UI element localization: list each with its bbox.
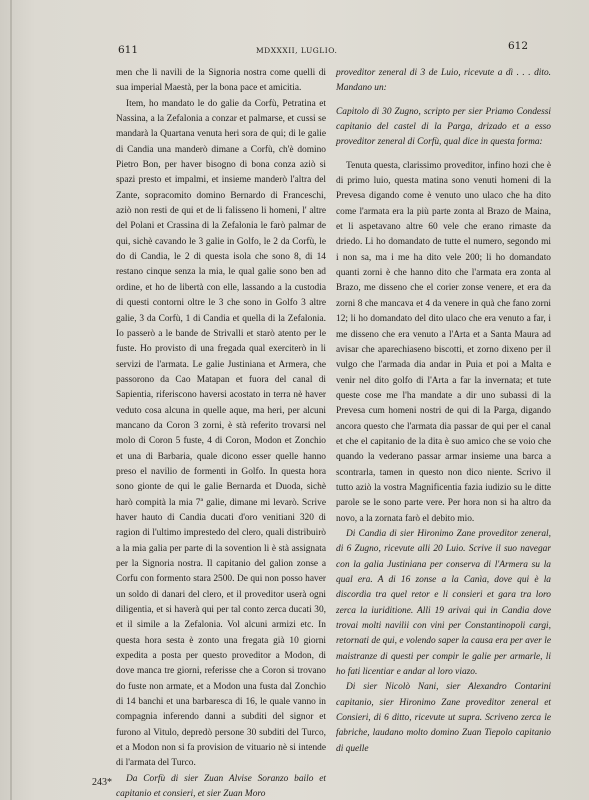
- paragraph: Tenuta questa, clarissimo proveditor, infino hozi che è di primo luio, questa matina sono venuti homeni di la Prevesa digando come è venuto uno ulaco che ha dito come l'armata era la più parte zonta al Brazo de Maina, et li aspetavano altre 60 vele che erano rimaste da driedo. Li ho domandato de tutte el numero, segondo mi i non sa, ma i me ha dito vele 200; li ho domandato quanti zorni è che hanno dito che l'armata era zonta al Brazo, me disseno che el corier zonse venere, et era da zorni 8 che mancava et 4 da venere in quà che fano zorni 12; li ho domandato del dito ulaco che era venuto a far, i me disseno che era venuto a l'Arta et a Santa Maura ad avisar che aparechiaseno biscotti, et zorno dixeno per il vulgo che l'armada dia andar in Puia et poi a Malta e venir nel dito golfo di l'Arta a far la invernata; et tute queste cose me l'ha mandate a dir uno subassi di la Prevesa cum homeni nostri de qui di la Parga, digando ancora questo che l'armata dia passar de qui per el canal et che el capitanio de la dita è suo amico che se voio che quando la vederano passar armar insieme una barca a scontrarla, tamen in questo non dico niente. Scrivo il tutto aziò la vostra Magnificentia fazia iudizio su le ditte parole se le sono parte vere. Per hora non si ha altro da novo, a la zornata farò el debito mio.: [336, 160, 551, 524]
- running-title: MDXXXII, LUGLIO.: [256, 46, 338, 55]
- entry-heading: Da Corfù di sier Zuan Alvise Soranzo bailo et capitanio et consieri, et sier Zuan Moro: [116, 773, 326, 800]
- entry-heading: proveditor zeneral di 3 de Luio, ricevute a dì . . . dito. Mandano un:: [336, 68, 551, 94]
- margin-number: 243*: [92, 777, 112, 788]
- chapter-heading: Capitolo di 30 Zugno, scripto per sier Priamo Condessi capitanio del castel di la Parga, drizado et a esso proveditor zeneral di Corfù, qual dice in questa forma:: [336, 106, 551, 148]
- spacer: [336, 151, 551, 159]
- entry-paragraph: Di Candia di sier Hironimo Zane proveditor zeneral, di 6 Zugno, ricevute alli 20 Luio. Scrive il suo navegar con la galia Justiniana per conserva di l'Armera su la qual era. A di 16 zonse a la Canìa, dove qui è la discordia tra quel retor e li consieri et gara tra loro zerca la iuriditione. Alli 19 arivai qui in Candia dove trovai molti navilii con vini per Constantinopoli cargi, retornati de qui, e volendo saper la causa era per aver le maistranze di questi per compir le galie per armarle, li ho fati licentiar e andar al loro viazo.: [336, 528, 551, 678]
- page-edge-shadow: [10, 0, 12, 800]
- spacer: [336, 97, 551, 105]
- right-column: [336, 66, 551, 757]
- left-page-number: 611: [118, 44, 139, 56]
- entry-paragraph: Di sier Nicolò Nani, sier Alexandro Contarini capitanio, sier Hironimo Zane proveditor zeneral et Consieri, di 6 ditto, ricevute ut supra. Scriveno zerca le fabriche, laudano molto domino Zuan Tiepolo capitanio di quelle: [336, 682, 551, 754]
- left-column: [116, 66, 326, 800]
- paragraph: Item, ho mandato le do galie da Corfù, Petratina et Nassina, a la Zefalonia a conzar et palmarse, et cussi se mandarà la Quartana venuta heri sora de qui; di le galie di Candia una manderò dimane a Corfù, ch'è domino Pietro Bon, per haver bisogno di bona conza aziò si spazi presto et impalmi, et insieme manderò l'altra del Zante, sopracomito domino Bernardo di Franceschi, aziò non resti de qui et de li falisseno li homeni, l' altre del Polani et Crassina di la Zefalonia le farò palmar de qui, sichè cavando le 3 galie in Golfo, le 2 da Corfù, le do di Candia, le 2 di questa isola che sono 8, di 14 restano cinque senza la mia, le qual galie sono ben ad ordine, et ho de libertà con elle, lassando a la custodia di questi contorni oltre le 3 che sono in Golfo 3 altre galie, 3 da Corfù, 1 di Candia et quella di la Zefalonia. Io passerò a le bande de Strivalli et starò atento per le fuste. Ho provisto di una fregada qual exerciterò in li servizi de l'armata. Le galie Justiniana et Armera, che passorono da Cao Matapan et fuora del canal di Sapientia, riferiscono haversi acostato in terra nè haver veduto cosa alcuna in quelle aque, ma heri, per alcuni mancano da Coron 3 zorni, è stà referito trovarsi nel molo di Coron 5 fuste, 4 di Coron, Modon et Zonchio et una di Barbaria, quale dicono esser quelle hanno preso el navilio de formenti in Golfo. In questa hora sono gionte de qui le galie Bernarda et Duoda, sichè harò compità la mia 7ª galie, dimane mi levarò. Scrive haver hauto di Candia ducati d'oro venitiani 320 di ragion di l'ultimo imprestedo del clero, quali distribuirò a la mia galia per parte di la sovention li è stà assignata per la Signoria nostra. Il capitanio del galion zonse a Corfu con formento stara 2500. De qui non posso haver un soldo di danari del clero, et il proveditor userà ogni diligentia, et si haverà qui per tal conto zerca ducati 30, et il simile a la Zefalonia. Vol alcuni armizi etc. In questa hora sesta è zonto una fregata già 10 giorni expedita a posta per questo proveditor a Modon, di dove manca tre giorni, referisse che a Coron si trovano do fuste non armate, et a Modon una fusta dal Zonchio di 14 banchi et una barbaresca di 16, le quale vanno in compagnia inferendo danni a subditi del signor et furono al Vitulo, depredò persone 30 subditi del Turco, et a Modon non si fa provision de vituario nè si intende di l'armata del Turco.: [116, 98, 326, 769]
- right-page-number: 612: [508, 40, 529, 52]
- paragraph: men che li navili de la Signoria nostra come quelli di sua imperial Maestà, per la bona pace et amicitia.: [116, 68, 326, 94]
